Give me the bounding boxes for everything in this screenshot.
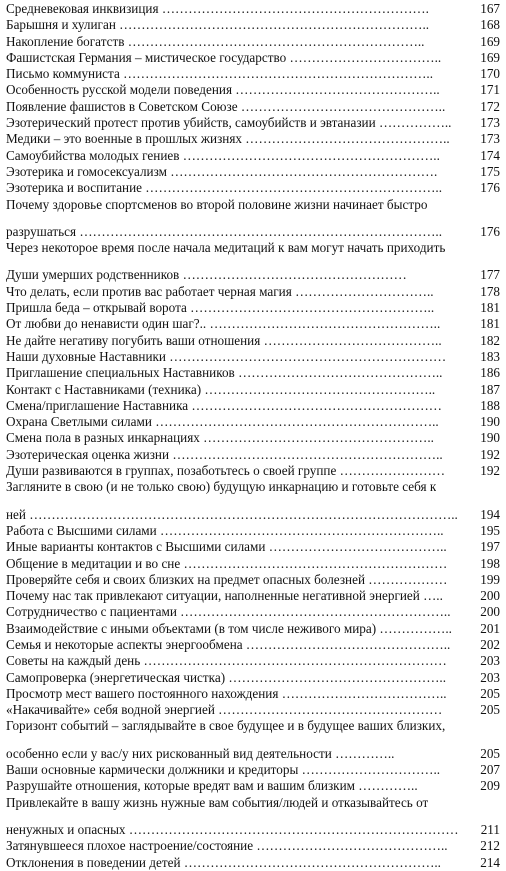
toc-entry-page: 169 [480, 33, 500, 49]
toc-entry [6, 180, 500, 196]
toc-entry [6, 365, 500, 381]
toc-entry [6, 284, 500, 300]
toc-entry-page: 175 [480, 163, 500, 179]
toc-entry [6, 316, 500, 332]
toc-entry [6, 762, 500, 778]
toc-entry-title: Самоубийства молодых гениев ………………………………………………….. [6, 147, 440, 163]
toc-entry-title: Смена/приглашение Наставника ………………………………………………… [6, 397, 442, 413]
toc-entry-title: Взаимодействие с иными объектами (в том числе неживого мира) …………….. [6, 620, 452, 636]
toc-entry-page: 176 [480, 223, 500, 239]
toc-entry-title: Пришла беда – открывай ворота ……………………………………………….. [6, 300, 435, 316]
toc-entry-title: Сотрудничество с пациентами …………………………………………………….. [6, 604, 451, 620]
toc-entry-page: 195 [480, 522, 500, 538]
toc-entry-title: ней …………………………………………………………………………………….. [6, 506, 458, 522]
toc-entry [6, 822, 500, 838]
toc-entry-title: От любви до ненависти один шаг?.. …………………………………………….. [6, 316, 441, 332]
toc-entry-title: Советы на каждый день …………………………………………………………… [6, 653, 447, 669]
toc-entry-page: 205 [480, 745, 500, 761]
toc-entry-page: 205 [480, 685, 500, 701]
toc-entry-title: Ваши основные кармически должники и кредиторы ………………………….. [6, 762, 441, 778]
toc-entry-page: 203 [480, 669, 500, 685]
toc-entry-title: Накопление богатств ………………………………………………………….. [6, 33, 425, 49]
toc-entry-page: 202 [480, 636, 500, 652]
toc-entry [6, 17, 500, 33]
toc-entry-page: 214 [480, 854, 500, 870]
toc-entry-title: Эзотерика и гомосексуализм ……………………………………………………. [6, 163, 438, 179]
toc-entry-page: 177 [480, 267, 500, 283]
toc-entry [6, 164, 500, 180]
toc-entry-page: 209 [480, 778, 500, 794]
toc-entry-title: Особенность русской модели поведения ……………………………………….. [6, 82, 440, 98]
toc-entry-page: 200 [480, 604, 500, 620]
toc-entry-title: Затянувшееся плохое настроение/состояние …………………………………….. [6, 838, 448, 854]
toc-entry [6, 1, 500, 17]
toc-entry [6, 523, 500, 539]
toc-entry-page: 207 [480, 762, 500, 778]
toc-entry-title: Смена пола в разных инкарнациях …………………………………………….. [6, 430, 434, 446]
toc-entry [6, 382, 500, 398]
toc-entry-title: Души развиваются в группах, позаботьтесь о своей группе …………………… [6, 463, 446, 479]
toc-entry-title: Наши духовные Наставники ……………………………………………………… [6, 348, 447, 364]
toc-entry [6, 507, 500, 523]
toc-entry [6, 267, 500, 283]
toc-entry [6, 838, 500, 854]
toc-entry [6, 197, 500, 213]
toc-entry-title: Иные варианты контактов с Высшими силами ………………………………….. [6, 539, 447, 555]
toc-entry [6, 670, 500, 686]
toc-entry-title: Горизонт событий – заглядывайте в свое будущее и в будущее ваших близких, [6, 718, 446, 734]
toc-entry-page: 200 [480, 588, 500, 604]
toc-entry-title: Появление фашистов в Советском Союзе ……………………………………….. [6, 98, 446, 114]
toc-entry-title: Барышня и хулиган …………………………………………………………….. [6, 17, 430, 33]
toc-entry [6, 604, 500, 620]
toc-entry-title: Охрана Светлыми силами ……………………………………………………….. [6, 414, 439, 430]
toc-entry-title: Фашистская Германия – мистическое государство …………………………….. [6, 49, 442, 65]
toc-entry-page: 197 [480, 539, 500, 555]
toc-entry-title: Работа с Высшими силами ……………………………………………………….. [6, 522, 444, 538]
toc-entry [6, 447, 500, 463]
toc-entry-title: Почему нас так привлекают ситуации, наполненные негативной энергией ….. [6, 588, 443, 604]
toc-entry-title: разрушаться ……………………………………………………………………….. [6, 223, 442, 239]
toc-entry-page: 182 [480, 332, 500, 348]
toc-entry-title: Средневековая инквизиция ……………………………………………………. [6, 1, 429, 16]
toc-entry [6, 686, 500, 702]
toc-entry [6, 50, 500, 66]
toc-entry-title: Эзотерика и воспитание ………………………………………………………….. [6, 180, 443, 196]
toc-entry-page: 212 [480, 838, 500, 854]
toc-entry-page: 211 [480, 821, 500, 837]
toc-entry [6, 637, 500, 653]
toc-entry-page: 173 [480, 115, 500, 131]
toc-entry-title: Самопроверка (энергетическая чистка) ………………………………………….. [6, 669, 446, 685]
toc-entry [6, 855, 500, 871]
toc-entry-page: 199 [480, 571, 500, 587]
toc-entry-page: 174 [480, 147, 500, 163]
toc-entry [6, 240, 500, 256]
toc-entry [6, 621, 500, 637]
toc-entry-page: 187 [480, 381, 500, 397]
toc-entry [6, 82, 500, 98]
toc-entry-title: Общение в медитации и во сне …………………………………………………… [6, 555, 448, 571]
toc-entry-page: 201 [480, 620, 500, 636]
toc-entry [6, 539, 500, 555]
toc-entry-page: 173 [480, 131, 500, 147]
toc-entry-title: Что делать, если против вас работает черная магия ………………………….. [6, 283, 434, 299]
toc-entry-title: Контакт с Наставниками (техника) …………………………………………….. [6, 381, 436, 397]
toc-entry-page: 178 [480, 283, 500, 299]
toc-entry [6, 463, 500, 479]
toc-entry-page: 194 [480, 506, 500, 522]
toc-entry-title: Не дайте негативу погубить ваши отношения ………………………………….. [6, 332, 442, 348]
toc-entry-page: 205 [480, 702, 500, 718]
toc-entry [6, 795, 500, 811]
toc-entry-page: 172 [480, 98, 500, 114]
toc-entry-title: Семья и некоторые аспекты энергообмена ……………………………………….. [6, 636, 451, 652]
toc-entry-page: 183 [480, 348, 500, 364]
toc-entry [6, 430, 500, 446]
toc-entry-title: Эзотерический протест против убийств, самоубийств и эвтаназии …………….. [6, 115, 452, 131]
toc-entry [6, 300, 500, 316]
toc-entry-title: Эзотерическая оценка жизни …………………………………………………….. [6, 446, 443, 462]
toc-entry [6, 556, 500, 572]
toc-entry-page: 188 [480, 397, 500, 413]
toc-entry-title: Через некоторое время после начала медитаций к вам могут начать приходить [6, 240, 446, 256]
toc-entry-page: 186 [480, 365, 500, 381]
toc-entry-title: Почему здоровье спортсменов во второй половине жизни начинает быстро [6, 196, 428, 212]
toc-entry [6, 66, 500, 82]
toc-entry-page: 167 [480, 1, 500, 16]
toc-entry-title: Отклонения в поведении детей ………………………………………………….. [6, 854, 441, 870]
toc-entry-title: Медики – это военные в прошлых жизнях ……………………………………….. [6, 131, 450, 147]
toc-entry [6, 333, 500, 349]
toc-entry [6, 349, 500, 365]
toc-entry-title: особенно если у вас/у них рискованный вид деятельности ………….. [6, 745, 395, 761]
toc-entry [6, 148, 500, 164]
toc-entry [6, 131, 500, 147]
toc-entry-page: 203 [480, 653, 500, 669]
table-of-contents [6, 0, 500, 871]
toc-entry [6, 224, 500, 240]
toc-entry [6, 99, 500, 115]
toc-entry [6, 398, 500, 414]
toc-entry-page: 181 [480, 316, 500, 332]
toc-entry-page: 169 [480, 49, 500, 65]
toc-entry-page: 168 [480, 17, 500, 33]
toc-entry-title: Письмо коммуниста …………………………………………………………….. [6, 66, 433, 82]
toc-entry-title: Проверяйте себя и своих близких на предмет опасных болезней ……………… [6, 571, 448, 587]
toc-entry-page: 176 [480, 180, 500, 196]
toc-entry-page: 171 [480, 82, 500, 98]
toc-entry-title: Души умерших родственников …………………………………………… [6, 267, 407, 283]
toc-entry-page: 198 [480, 555, 500, 571]
toc-entry [6, 746, 500, 762]
toc-entry [6, 778, 500, 794]
toc-entry-page: 192 [480, 446, 500, 462]
toc-entry [6, 718, 500, 734]
toc-entry-page: 181 [480, 300, 500, 316]
toc-entry-title: Приглашение специальных Наставников ……………………………………….. [6, 365, 443, 381]
toc-entry [6, 588, 500, 604]
toc-entry [6, 34, 500, 50]
toc-entry-title: ненужных и опасных ………………………………………………………………… [6, 821, 459, 837]
toc-entry-page: 190 [480, 430, 500, 446]
toc-entry [6, 414, 500, 430]
toc-entry-title: Разрушайте отношения, которые вредят вам и вашим близким ………….. [6, 778, 418, 794]
toc-entry [6, 479, 500, 495]
toc-entry-title: Привлекайте в вашу жизнь нужные вам события/людей и отказывайтесь от [6, 794, 429, 810]
toc-entry-page: 192 [480, 463, 500, 479]
toc-entry-page: 170 [480, 66, 500, 82]
toc-entry-page: 190 [480, 414, 500, 430]
toc-entry [6, 572, 500, 588]
toc-entry-title: «Накачивайте» себя водной энергией …………………………………………… [6, 702, 443, 718]
toc-entry [6, 115, 500, 131]
toc-entry [6, 702, 500, 718]
toc-entry [6, 653, 500, 669]
toc-entry-title: Просмотр мест вашего постоянного нахождения ……………………………….. [6, 685, 447, 701]
toc-entry-title: Загляните в свою (и не только свою) будущую инкарнацию и готовьте себя к [6, 479, 437, 495]
